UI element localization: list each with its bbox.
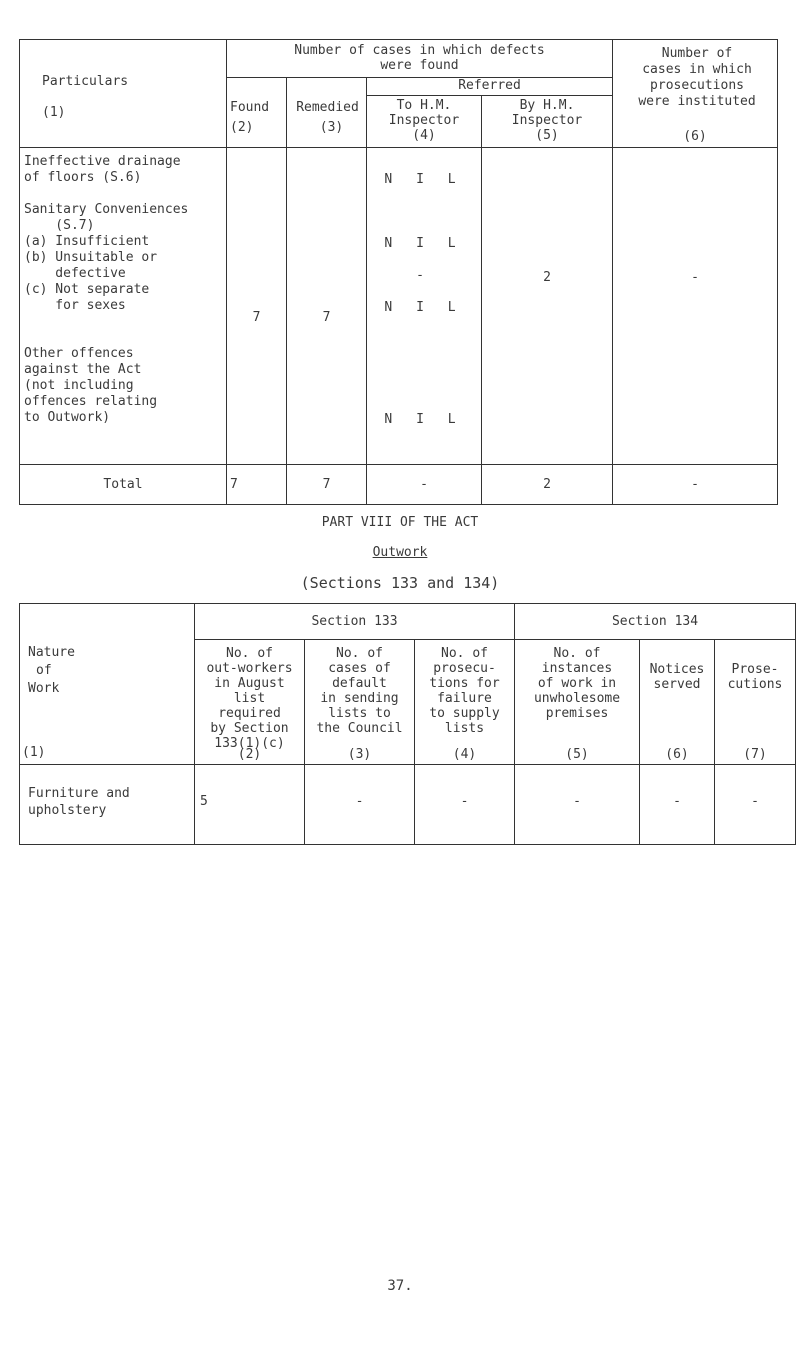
to-hm-value-drainage: N I L (384, 172, 464, 187)
particulars-cell (20, 148, 227, 465)
col3-line: cases of (328, 661, 391, 676)
particulars-line (24, 186, 222, 202)
col5-line: No. of (553, 646, 601, 661)
particulars-line (24, 330, 222, 346)
total-to-hm: - (420, 477, 428, 492)
by-hm-label-1: By H.M. (519, 98, 575, 113)
remedied-col-number: (3) (319, 120, 344, 135)
to-hm-col-number: (4) (412, 128, 436, 143)
col2-line: by Section (210, 721, 289, 736)
col3-line: lists to (328, 706, 391, 721)
particulars-list (24, 154, 222, 426)
col6-header (640, 640, 715, 765)
particulars-line: to Outwork) (24, 410, 111, 425)
nature-label-1: Nature (28, 645, 75, 660)
col4-line: to supply (429, 706, 500, 721)
page-number: 37. (387, 1278, 413, 1294)
number-of-cases-header (227, 40, 613, 78)
col2-value: 5 (200, 794, 208, 809)
col4-value-cell (415, 765, 515, 845)
particulars-line: (b) Unsuitable or (24, 250, 158, 265)
by-hm-col-number: (5) (535, 128, 559, 143)
remedied-header (287, 78, 367, 148)
nature-of-work-header (20, 604, 195, 765)
col4-line: No. of (441, 646, 488, 661)
were-found-label: were found (380, 58, 459, 73)
col7-value: - (751, 794, 759, 809)
total-by-hm-cell (482, 465, 613, 505)
section-133-header (195, 604, 515, 640)
to-hm-label-2: Inspector (388, 113, 460, 128)
prosecutions-cell (613, 148, 778, 465)
prosecutions-label-3: prosecutions (650, 78, 744, 93)
total-found: 7 (230, 477, 238, 492)
to-hm-inspector-header (367, 96, 482, 148)
remedied-cell (287, 148, 367, 465)
col6-value-cell (640, 765, 715, 845)
referred-header (367, 78, 613, 96)
col2-line: list (233, 691, 266, 706)
by-hm-inspector-header (482, 96, 613, 148)
section-134-label: Section 134 (611, 614, 699, 629)
by-hm-cell (482, 148, 613, 465)
prosecutions-label-1: Number of (661, 46, 733, 61)
remedied-value: 7 (322, 310, 331, 325)
col7-lines (715, 662, 795, 692)
found-col-number: (2) (230, 120, 254, 135)
particulars-line: (a) Insufficient (24, 234, 150, 249)
to-hm-value-unsuitable: - (416, 268, 432, 283)
col5-number: (5) (565, 747, 589, 762)
total-prosecutions: - (691, 477, 699, 492)
col2-line: 133(1)(c) (214, 736, 285, 751)
total-label: Total (103, 477, 143, 492)
col4-lines (415, 646, 514, 736)
col6-number: (6) (665, 747, 689, 762)
col2-line: required (218, 706, 281, 721)
col3-value: - (355, 794, 364, 809)
remedied-label: Remedied (296, 100, 359, 115)
found-header (227, 78, 287, 148)
to-hm-value-not-separate: N I L (384, 300, 464, 315)
particulars-line: Other offences (24, 346, 134, 361)
col7-header (715, 640, 796, 765)
prosecutions-label-2: cases in which (642, 62, 752, 77)
nature-label-2: of (36, 663, 52, 678)
particulars-line: for sexes (24, 298, 126, 313)
col3-number: (3) (347, 747, 372, 762)
col3-line: No. of (336, 646, 383, 661)
col4-line: lists (444, 721, 485, 736)
particulars-line: defective (24, 266, 126, 281)
particulars-line: offences relating (24, 394, 158, 409)
total-by-hm: 2 (543, 477, 551, 492)
col6-line: Notices (649, 662, 705, 677)
col4-value: - (460, 794, 469, 809)
col4-header (415, 640, 515, 765)
col3-line: in sending (320, 691, 399, 706)
col6-line: served (653, 677, 701, 692)
by-hm-value: 2 (543, 270, 551, 285)
particulars-line: Ineffective drainage (24, 154, 181, 169)
nature-label-3: Work (28, 681, 60, 696)
col5-line: unwholesome (533, 691, 621, 706)
col5-line: premises (545, 706, 609, 721)
total-remedied-cell (287, 465, 367, 505)
to-hm-value-other: N I L (384, 412, 464, 427)
col7-value-cell (715, 765, 796, 845)
col3-line: default (332, 676, 387, 691)
col2-line: No. of (226, 646, 273, 661)
col3-line: the Council (316, 721, 403, 736)
by-hm-label-2: Inspector (511, 113, 583, 128)
particulars-line: of floors (S.6) (24, 170, 142, 185)
col4-line: failure (437, 691, 492, 706)
particulars-label: Particulars (42, 73, 129, 89)
to-hm-cell (367, 148, 482, 465)
to-hm-value-insufficient: N I L (384, 236, 464, 251)
col5-line: instances (541, 661, 613, 676)
total-remedied: 7 (322, 477, 331, 492)
col4-line: tions for (429, 676, 500, 691)
col2-value-cell (195, 765, 305, 845)
col4-number: (4) (452, 747, 477, 762)
col5-line: of work in (537, 676, 617, 691)
nature-col-number: (1) (22, 745, 46, 760)
particulars-line: (S.7) (24, 218, 95, 233)
referred-label: Referred (458, 78, 521, 93)
prosecutions-col-number: (6) (683, 129, 707, 144)
total-found-cell (227, 465, 287, 505)
outwork-table (19, 603, 796, 845)
found-value: 7 (252, 310, 261, 325)
sections-title: (Sections 133 and 134) (300, 574, 500, 592)
particulars-header (20, 40, 227, 148)
defects-table (19, 39, 778, 505)
part-viii-title: PART VIII OF THE ACT (321, 515, 479, 530)
total-label-cell (20, 465, 227, 505)
col5-value-cell (515, 765, 640, 845)
col3-value-cell (305, 765, 415, 845)
col2-line: out-workers (206, 661, 293, 676)
particulars-line: (not including (24, 378, 134, 393)
to-hm-label-1: To H.M. (396, 98, 452, 113)
col3-header (305, 640, 415, 765)
col2-number: (2) (237, 747, 262, 762)
col7-line: Prose- (731, 662, 779, 677)
prosecutions-value: - (691, 270, 699, 285)
col6-value: - (673, 794, 681, 809)
col2-line: in August (214, 676, 285, 691)
found-label: Found (230, 100, 270, 115)
col6-lines (640, 662, 714, 692)
section-134-header (515, 604, 796, 640)
particulars-line: (c) Not separate (24, 282, 150, 297)
col5-header (515, 640, 640, 765)
particulars-line: against the Act (24, 362, 142, 377)
nature-value-2: upholstery (28, 803, 107, 818)
col2-header (195, 640, 305, 765)
col2-lines (195, 646, 304, 751)
particulars-line: Sanitary Conveniences (24, 202, 189, 217)
prosecutions-header (613, 40, 778, 148)
nature-value-1: Furniture and (28, 786, 130, 801)
particulars-col-number: (1) (42, 104, 66, 120)
prosecutions-label-4: were instituted (638, 94, 756, 109)
outwork-title: Outwork (372, 545, 428, 560)
col7-line: cutions (727, 677, 783, 692)
col5-value: - (573, 794, 581, 809)
total-to-hm-cell (367, 465, 482, 505)
nature-value-cell (20, 765, 195, 845)
number-of-cases-label: Number of cases in which defects (294, 43, 545, 58)
col5-lines (515, 646, 639, 721)
section-133-label: Section 133 (311, 614, 398, 629)
col3-lines (305, 646, 414, 736)
col7-number: (7) (743, 747, 767, 762)
found-cell (227, 148, 287, 465)
total-prosecutions-cell (613, 465, 778, 505)
col4-line: prosecu- (433, 661, 496, 676)
particulars-line (24, 314, 222, 330)
